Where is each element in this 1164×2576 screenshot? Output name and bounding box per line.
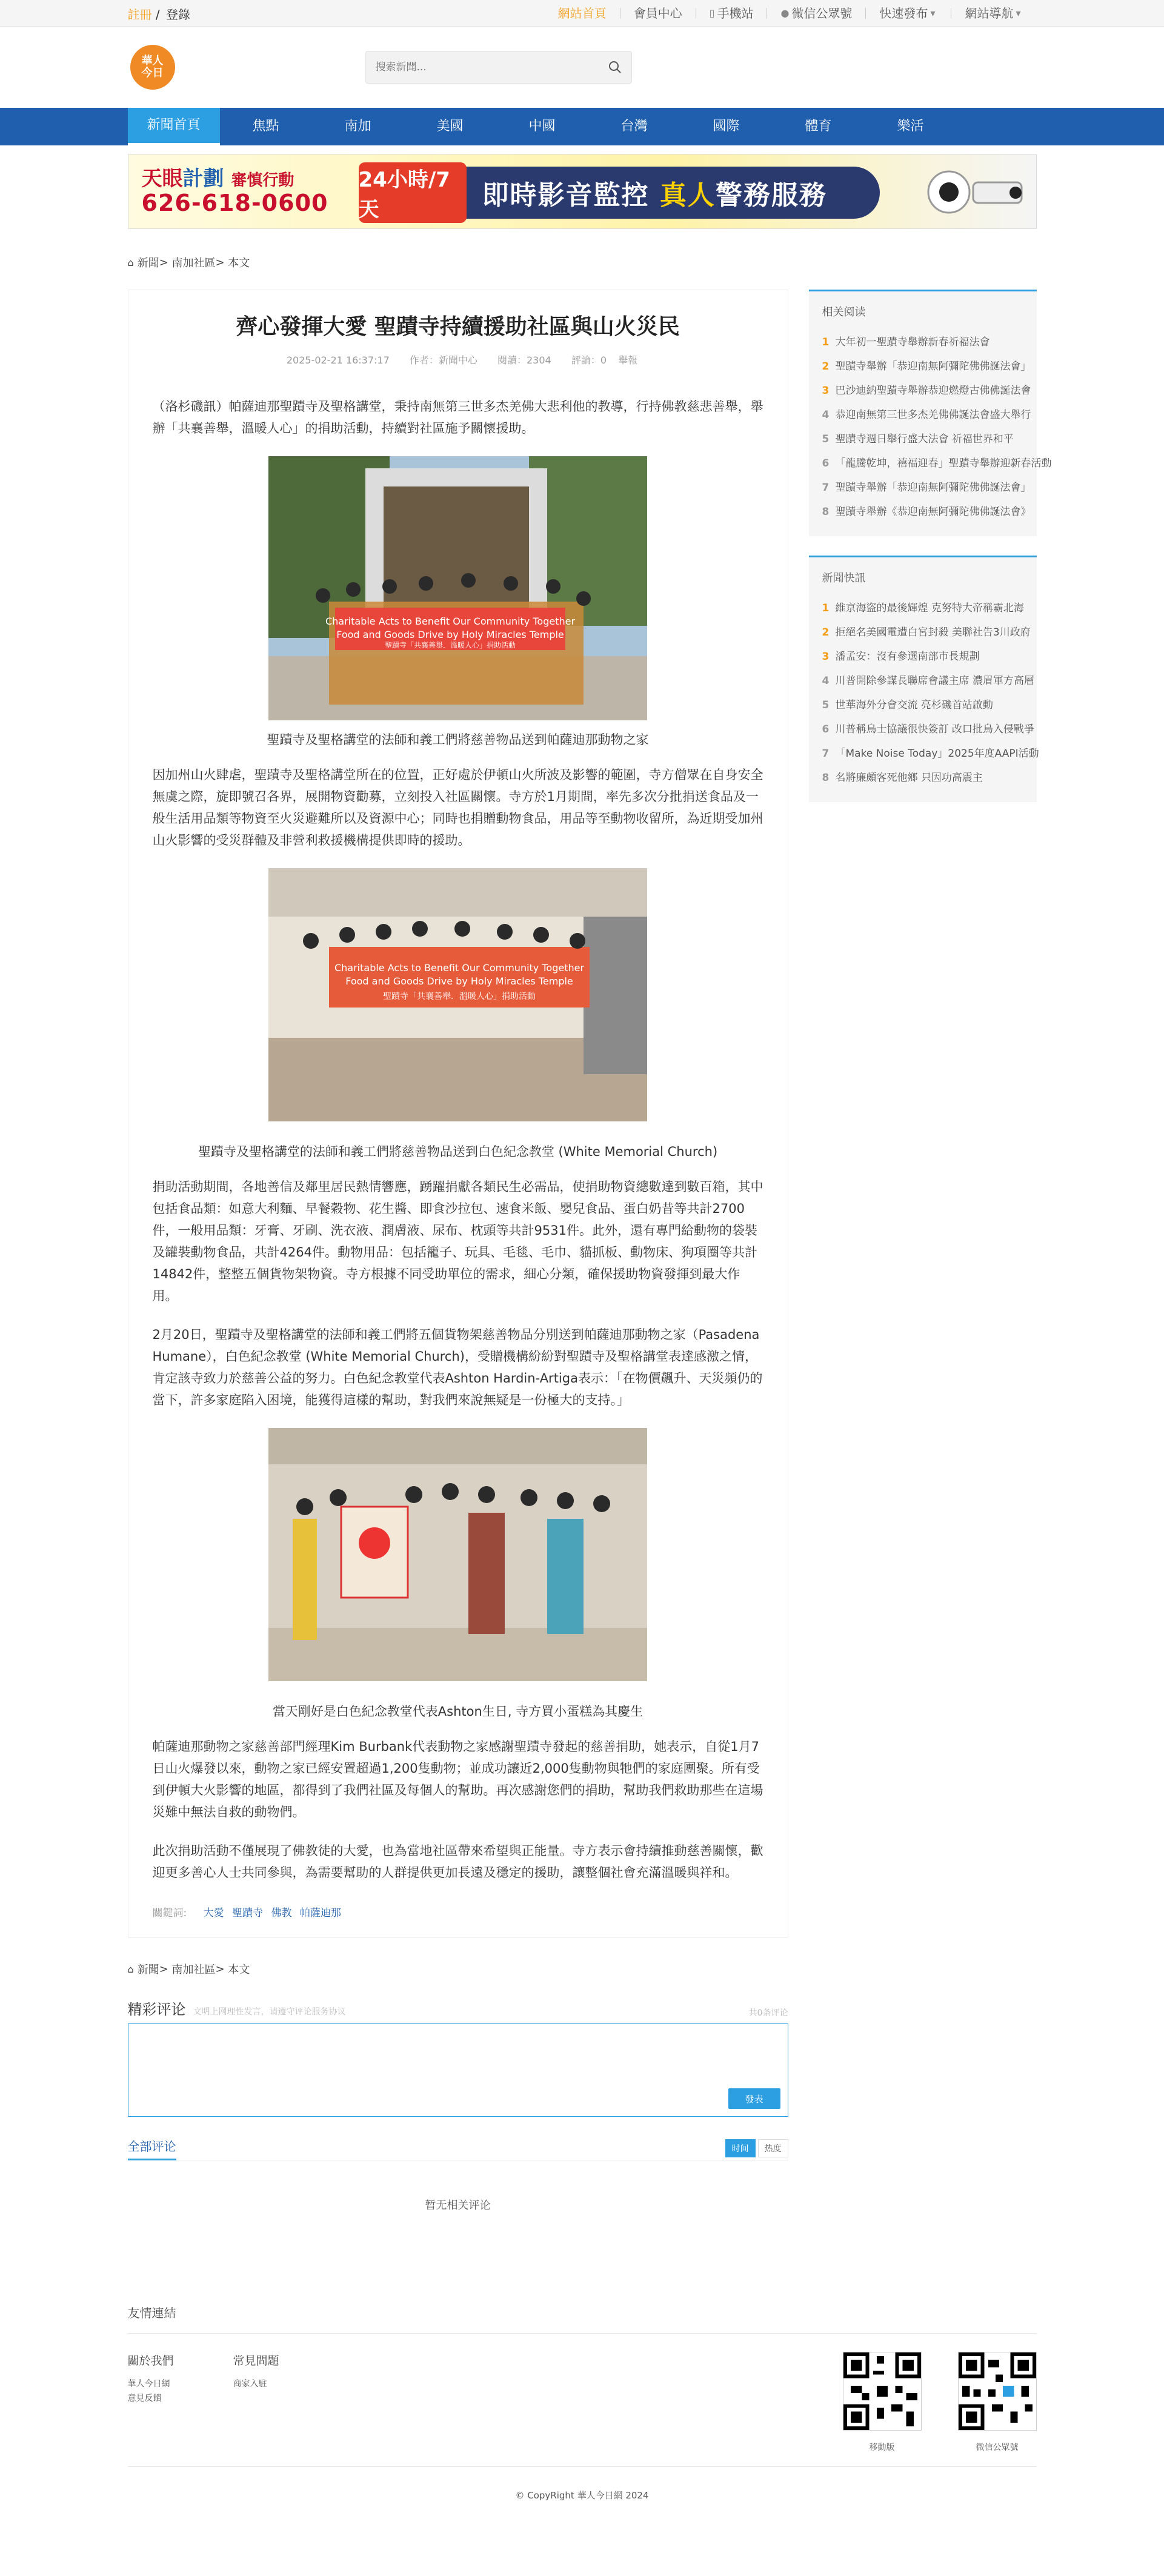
article-views: 閱讀：2304 [497,354,551,366]
footer-link[interactable]: 意見反饋 [127,2394,162,2403]
list-item[interactable]: 2 聖蹟寺舉辦「恭迎南無阿彌陀佛佛誕法會」 [822,360,1031,373]
qr-code-icon [843,2352,922,2431]
article-meta [153,353,763,367]
photo-donation-truck [268,456,647,720]
wechat-icon: ● [780,7,790,19]
footer-faq: 常見問題 商家入駐 [233,2354,279,2389]
article-tags [153,1904,763,1919]
footer-about: 關於我們 華人今日網 意見反饋 [127,2354,174,2403]
article-date: 2025-02-21 16:37:17 [286,354,390,366]
report-link[interactable]: 舉報 [618,354,638,366]
list-item[interactable]: 4 川普開除參謀長聯席會議主席 濃眉軍方高層 [822,675,1034,687]
nav-item-home[interactable]: 新聞首頁 [128,108,220,145]
top-link-wechat[interactable]: ● 微信公眾號 [767,8,865,19]
breadcrumb-bottom: ⌂ 新聞 > 南加社區 > 本文 [128,1961,1037,1977]
auth-separator: / [155,7,160,22]
list-item[interactable]: 6 「龍騰乾坤，禧福迎春」聖蹟寺舉辦迎新春活動 [822,457,1052,470]
friend-links-title: 友情連結 [128,2303,1037,2334]
comments-count: 共0条评论 [748,2008,788,2018]
breadcrumb-current: 本文 [228,257,250,270]
top-link-member[interactable]: 會員中心 [620,8,696,19]
svg-text:Food and Goods Drive by Holy M: Food and Goods Drive by Holy Miracles Temple [345,975,573,987]
qr-code-icon [958,2352,1037,2431]
comment-form [128,2023,788,2117]
top-bar [0,0,1164,27]
register-link[interactable]: 註冊 [127,7,152,22]
figure-caption: 當天剛好是白色紀念教堂代表Ashton生日, 寺方買小蛋糕為其慶生 [272,1704,644,1719]
comments-title: 精彩评论 [127,2001,186,2018]
tag-link[interactable]: 帕薩迪那 [299,1907,341,1919]
ad-brand: 天眼計劃 審慎行動 [141,167,294,191]
ad-phone: 626-618-0600 [141,190,328,216]
list-item[interactable]: 5 世華海外分會交流 亮杉磯首站啟動 [822,699,993,711]
nav-item-usa[interactable]: 美國 [436,119,464,134]
search-input[interactable] [366,51,599,83]
tab-all-comments[interactable]: 全部评论 [128,2136,176,2160]
ad-slogan: 即時影音監控 真人警務服務 [482,180,827,211]
breadcrumb-news[interactable]: 新聞 [137,257,159,270]
article-comment-count: 評論：0 [571,354,607,366]
article-title: 齊心發揮大愛 聖蹟寺持續援助社區與山火災民 [236,314,680,339]
news-title: 新聞快訊 [822,572,866,585]
breadcrumb-section[interactable]: 南加社區 [171,257,216,270]
comments-header [128,1997,788,2019]
comment-input[interactable] [128,2024,788,2085]
comments-hint: 文明上网理性发言，请遵守评论服务协议 [193,2007,346,2017]
related-title: 相关阅读 [822,306,866,319]
camera-icon [925,164,1028,220]
list-item[interactable]: 3 潘孟安：沒有參選南部市長規劃 [822,651,980,663]
nav-item-china[interactable]: 中國 [528,119,556,134]
list-item[interactable]: 2 拒絕名美國電遭白宮封殺 美聯社告3川政府 [822,626,1031,639]
top-link-home[interactable]: 網站首頁 [557,6,607,21]
breadcrumb-section[interactable]: 南加社區 [171,1964,216,1976]
sort-time-button[interactable]: 时间 [725,2139,756,2157]
chevron-down-icon: ▾ [1016,7,1021,19]
qr-wechat [958,2352,1037,2453]
tag-link[interactable]: 聖蹟寺 [232,1907,264,1919]
nav-item-socal[interactable]: 南加 [344,119,371,134]
main-nav [0,108,1164,145]
top-link-publish[interactable]: 快速發布 ▾ [865,8,951,19]
chevron-down-icon: ▾ [930,7,936,19]
list-item[interactable]: 7 聖蹟寺舉辦「恭迎南無阿彌陀佛佛誕法會」 [822,482,1031,494]
qr-label: 微信公眾號 [976,2443,1019,2452]
tag-link[interactable]: 佛教 [271,1907,292,1919]
related-reading [809,290,1052,536]
list-item[interactable]: 5 聖蹟寺週日舉行盛大法會 祈福世界和平 [822,433,1014,445]
login-link[interactable]: 登錄 [165,7,190,22]
tag-link[interactable]: 大愛 [203,1907,224,1919]
breadcrumb-current: 本文 [228,1964,250,1976]
article-figure [153,456,763,748]
ad-badge: 24小時/7天 [359,162,467,223]
list-item[interactable]: 8 名將廉頗客死他鄉 只因功高震主 [822,772,983,784]
article-figure [153,868,763,1160]
list-item[interactable]: 4 恭迎南無第三世多杰羌佛佛誕法會盛大舉行 [822,409,1031,421]
home-icon: ⌂ [127,256,134,268]
article-paragraph: 捐助活動期間，各地善信及鄰里居民熱情響應，踴躍捐獻各類民生必需品，使捐助物資總數達到數百箱，其中包括食品類：如意大利麵、早餐穀物、花生醬、即食沙拉包、速食米飯、嬰兒食品、蛋白奶昔等共計2700件，一般用品類：牙膏、牙刷、洗衣液、潤膚液、尿布、枕頭等共計9531件。此外，還有專門給動物的袋裝及罐裝動物食品，共計4264件。動物用品：包括籠子、玩具、毛毯、毛巾、貓抓板、動物床、狗項圈等共計14842件，整整五個貨物架物資。寺方根據不同受助單位的需求，細心分類，確保援助物資發揮到最大作用。 [152,1180,763,1303]
comment-sort [723,2139,788,2157]
article-figure [153,1428,763,1720]
list-item[interactable]: 3 巴沙迪納聖蹟寺舉辦恭迎燃燈古佛佛誕法會 [822,385,1031,397]
sidebar [809,290,1052,822]
list-item[interactable]: 7 「Make Noise Today」2025年度AAPI活動 [822,748,1039,760]
nav-item-lifestyle[interactable]: 樂活 [897,119,924,134]
list-item[interactable]: 6 川普稱烏士協議很快簽訂 改口批烏入侵戰爭 [822,723,1034,735]
nav-item-focus[interactable]: 焦點 [252,119,279,134]
svg-text:聖蹟寺「共襄善舉．溫暖人心」捐助活動: 聖蹟寺「共襄善舉．溫暖人心」捐助活動 [384,641,516,649]
svg-text:Charitable Acts to Benefit Our: Charitable Acts to Benefit Our Community Together [334,962,585,974]
site-logo[interactable]: 華人今日 [130,45,175,90]
breadcrumb: ⌂ 新聞 > 南加社區 > 本文 [128,254,1037,270]
article-paragraph: 此次捐助活動不僅展現了佛教徒的大愛，也為當地社區帶來希望與正能量。寺方表示會持續推動慈善關懷，歡迎更多善心人士共同參與，為需要幫助的人群提供更加長遠及穩定的援助，讓整個社會充滿溫暖與祥和。 [152,1844,763,1880]
copyright: © CopyRight 華人今日網 2024 [515,2490,649,2501]
article-paragraph: 2月20日，聖蹟寺及聖格講堂的法師和義工們將五個貨物架慈善物品分別送到帕薩迪那動物之家（Pasadena Humane），白色紀念教堂 (White Memorial Church)，受贈機構紛紛對聖蹟寺及聖格講堂表達感激之情，肯定該寺致力於慈善公益的努力。白色紀念教堂代表Ashton Hardin-Artiga表示：「在物價飆升、天災頻仍的當下，許多家庭陷入困境，能獲得這樣的幫助，對我們來說無疑是一份極大的支持。」 [152,1327,763,1407]
svg-text:Charitable Acts to Benefit Our: Charitable Acts to Benefit Our Community Together [325,616,576,627]
footer-link[interactable]: 商家入駐 [233,2379,267,2389]
figure-caption: 聖蹟寺及聖格講堂的法師和義工們將慈善物品送到帕薩迪那動物之家 [267,732,649,747]
nav-item-world[interactable]: 國際 [713,119,740,134]
mobile-icon: ▯ [709,7,715,19]
auth-links [128,5,190,22]
home-icon: ⌂ [127,1963,134,1975]
top-link-sitemap[interactable]: 網站導航 ▾ [951,8,1036,19]
qr-label: 移動版 [869,2443,895,2452]
site-footer [128,2334,1037,2467]
tags-label: 關鍵詞: [152,1907,187,1919]
top-nav [545,8,1037,19]
ad-slogan-bar [358,167,880,222]
list-item[interactable]: 1 維京海盜的最後輝煌 克努特大帝稱霸北海 [822,602,1024,614]
list-item[interactable]: 1 大年初一聖蹟寺舉辦新春祈福法會 [822,336,990,348]
list-item[interactable]: 8 聖蹟寺舉辦《恭迎南無阿彌陀佛佛誕法會》 [822,506,1031,518]
top-link-mobile[interactable]: ▯ 手機站 [696,8,767,19]
article-paragraph: 因加州山火肆虐，聖蹟寺及聖格講堂所在的位置，正好處於伊頓山火所波及影響的範圍，寺方僧眾在自身安全無虞之際，旋即號召各界，展開物資勸募，立刻投入社區關懷。寺方於1月期間，率先多次分批捐送食品及一般生活用品類等物資至火災避難所以及資源中心；同時也捐贈動物食品，用品等至動物收留所，為近期受加州山火影響的受災群體及非營利救援機構提供即時的援助。 [152,768,763,848]
comment-submit-button[interactable]: 發表 [728,2088,780,2109]
svg-text:Food and Goods Drive by Holy M: Food and Goods Drive by Holy Miracles Temple [336,629,564,640]
footer-link[interactable]: 華人今日網 [127,2379,170,2389]
article-paragraph: 帕薩迪那動物之家慈善部門經理Kim Burbank代表動物之家感謝聖蹟寺發起的慈善捐助，她表示，自從1月7日山火爆發以來，動物之家已經安置超過1,200隻動物；並成功讓近2,000隻動物與牠們的家庭團聚。所有受到伊頓大火影響的地區，都得到了我們社區及每個人的幫助。再次感謝您們的捐助，幫助我們救助那些在這場災難中無法自救的動物們。 [152,1739,763,1819]
nav-item-taiwan[interactable]: 台灣 [620,119,648,134]
news-flash [809,556,1037,802]
nav-item-sports[interactable]: 體育 [805,119,832,134]
breadcrumb-news[interactable]: 新聞 [137,1964,159,1976]
site-header [0,27,1164,108]
article-paragraph: （洛杉磯訊）帕薩迪那聖蹟寺及聖格講堂，秉持南無第三世多杰羌佛大悲利他的教導，行持佛教慈悲善舉，舉辦「共襄善舉，溫暖人心」的捐助活動，持續對社區施予關懷援助。 [152,399,763,436]
ad-banner[interactable] [128,154,1037,229]
photo-birthday-celebration [268,1428,647,1692]
article-author: 作者：新聞中心 [409,354,477,366]
search-icon[interactable] [599,51,631,83]
qr-mobile [843,2352,922,2453]
figure-caption: 聖蹟寺及聖格講堂的法師和義工們將慈善物品送到白色紀念教堂 (White Memorial Church) [198,1144,718,1159]
svg-text:聖蹟寺「共襄善舉．溫暖人心」捐助活動: 聖蹟寺「共襄善舉．溫暖人心」捐助活動 [383,992,536,1001]
comment-tabs [128,2136,788,2160]
search-box [365,51,632,84]
sort-hot-button[interactable]: 热度 [758,2139,788,2157]
photo-church-donation [268,868,647,1132]
no-comments: 暂无相关评论 [425,2199,491,2212]
article [128,290,788,1938]
